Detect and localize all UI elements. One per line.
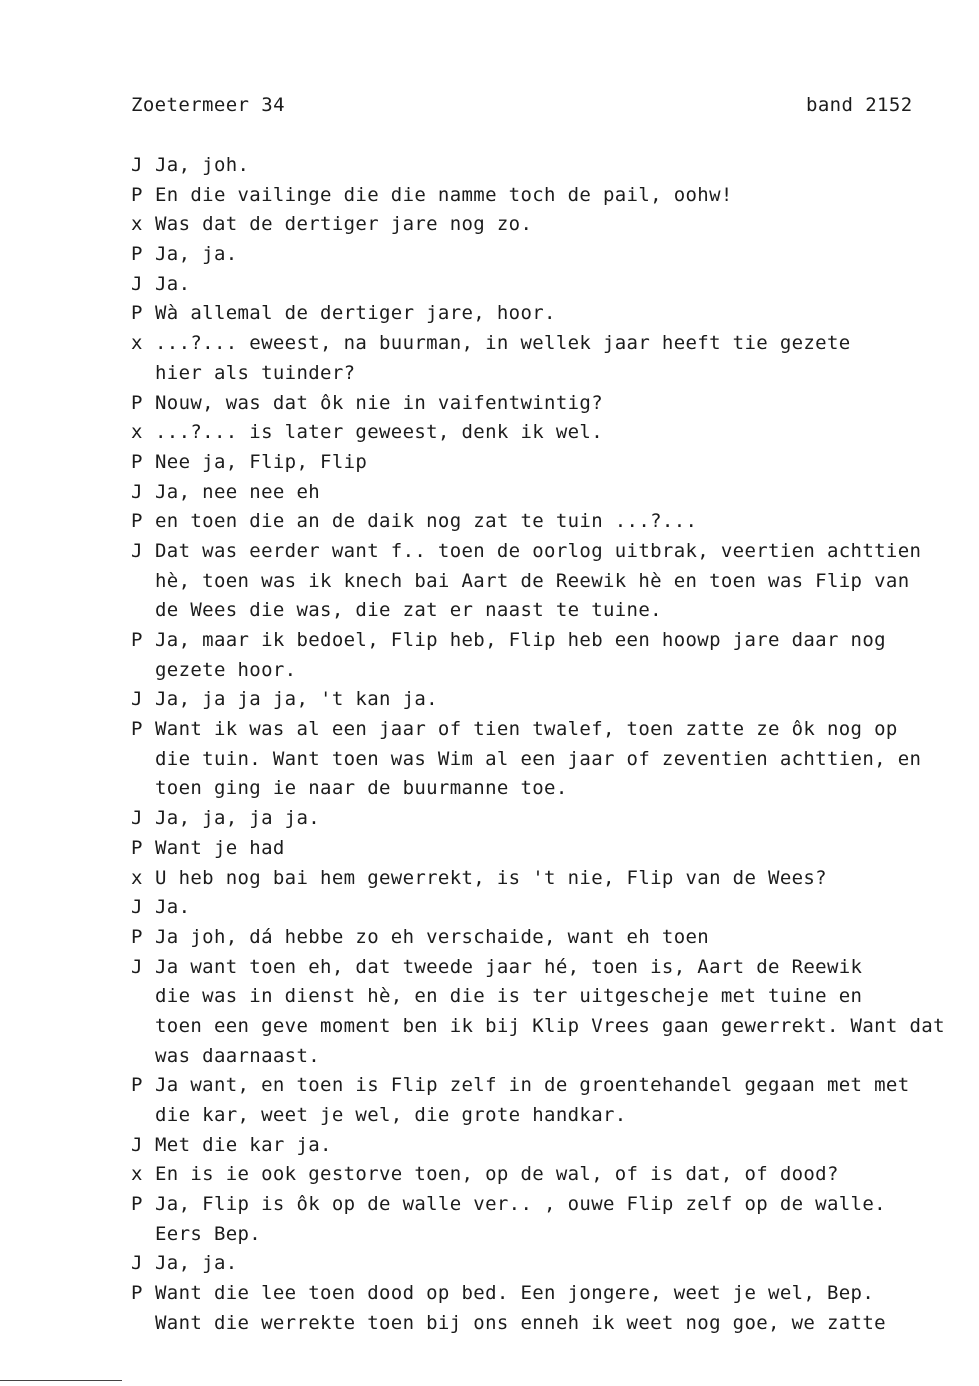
utterance-line: En die vailinge die die namme toch de pail, oohw! [155,183,733,206]
transcript-turn [131,1190,979,1249]
transcript-turn [131,299,979,329]
transcript-turn [131,893,979,923]
transcript-turn [131,626,979,685]
utterance-line: was daarnaast. [155,1044,321,1067]
utterance-line: Ja. [155,272,191,295]
speaker-label: P [131,450,143,473]
footer-rule [0,1380,122,1381]
utterance-line: Want die werrekte toen bij ons enneh ik weet nog goe, we zatte [155,1311,886,1334]
utterance-line: Ja want, en toen is Flip zelf in de groentehandel gegaan met met [155,1074,910,1097]
transcript-turn [131,685,979,715]
speaker-label: P [131,629,143,651]
utterance-line: Want ik was al een jaar of tien twalef, toen zatte ze ôk nog op [155,718,898,741]
tape-number-header: band 2152 [806,94,913,116]
location-header: Zoetermeer 34 [131,94,285,116]
utterance-line: U heb nog bai hem gewerrekt, is 't nie, Flip van de Wees? [155,866,827,889]
transcript-turn [131,329,979,388]
transcript-turn [131,210,979,240]
utterance-line: Ja joh, dá hebbe zo eh verschaide, want eh toen [155,925,710,948]
utterance-line: Nee ja, Flip, Flip [155,450,368,473]
transcript-body [131,151,979,1339]
transcript-turn [131,834,979,864]
utterance-line: die was in dienst hè, en die is ter uitgescheje met tuine en [155,985,863,1008]
transcript-turn [131,507,979,537]
utterance-line: ...?... is later geweest, denk ik wel. [155,421,603,444]
speaker-label: J [131,1252,143,1275]
utterance-line: Ja, maar ik bedoel, Flip heb, Flip heb een hoowp jare daar nog [155,629,886,651]
utterance-line: toen ging ie naar de buurmanne toe. [155,777,568,800]
speaker-label: J [131,896,143,919]
transcript-turn [131,923,979,953]
utterance-line: Want die lee toen dood op bed. Een jongere, weet je wel, Bep. [155,1282,875,1305]
speaker-label: P [131,1282,143,1305]
speaker-label: J [131,539,143,562]
speaker-label: x [131,866,143,889]
utterance-line: Dat was eerder want f.. toen de oorlog uitbrak, veertien achttien [155,539,922,562]
utterance-line: Met die kar ja. [155,1133,332,1156]
speaker-label: P [131,1193,143,1216]
transcript-turn [131,1160,979,1190]
transcript-turn [131,181,979,211]
utterance-line: Was dat de dertiger jare nog zo. [155,213,533,236]
utterance-line: Ja, ja, ja ja. [155,807,321,830]
speaker-label: P [131,1074,143,1097]
transcript-turn [131,448,979,478]
speaker-label: P [131,925,143,948]
utterance-line: Ja. [155,896,191,919]
utterance-line: En is ie ook gestorve toen, op de wal, of is dat, of dood? [155,1163,839,1186]
utterance-line: Ja, ja ja ja, 't kan ja. [155,688,438,711]
speaker-label: x [131,213,143,236]
transcript-turn [131,537,979,626]
speaker-label: x [131,332,143,355]
transcript-turn [131,151,979,181]
utterance-line: Ja, ja. [155,243,238,266]
transcript-turn [131,1279,979,1338]
speaker-label: J [131,955,143,978]
speaker-label: J [131,480,143,503]
transcript-turn [131,418,979,448]
transcript-turn [131,715,979,804]
speaker-label: P [131,510,143,533]
utterance-line: die tuin. Want toen was Wim al een jaar of zeventien achttien, en [155,747,922,770]
utterance-line: Ja, ja. [155,1252,238,1275]
utterance-line: Want je had [155,836,285,859]
utterance-line: de Wees die was, die zat er naast te tuine. [155,599,662,622]
transcript-turn [131,1131,979,1161]
utterance-line: Wà allemal de dertiger jare, hoor. [155,302,556,325]
speaker-label: x [131,421,143,444]
speaker-label: J [131,154,143,176]
utterance-line: gezete hoor. [155,658,297,681]
utterance-line: ...?... eweest, na buurman, in wellek jaar heeft tie gezete [155,332,851,355]
utterance-line: Ja, joh. [155,154,250,176]
utterance-line: hier als tuinder? [155,361,356,384]
utterance-line: die kar, weet je wel, die grote handkar. [155,1104,627,1126]
utterance-line: Nouw, was dat ôk nie in vaifentwintig? [155,391,603,414]
transcript-turn [131,953,979,1072]
speaker-label: J [131,688,143,711]
utterance-line: toen een geve moment ben ik bij Klip Vrees gaan gewerrekt. Want dat [155,1014,945,1037]
utterance-line: Ja, Flip is ôk op de walle ver.. , ouwe Flip zelf op de walle. [155,1193,886,1216]
speaker-label: J [131,272,143,295]
speaker-label: J [131,1133,143,1156]
speaker-label: P [131,836,143,859]
utterance-line: hè, toen was ik knech bai Aart de Reewik hè en toen was Flip van [155,569,910,592]
transcript-turn [131,240,979,270]
speaker-label: P [131,302,143,325]
transcript-turn [131,389,979,419]
utterance-line: Ja want toen eh, dat tweede jaar hé, toen is, Aart de Reewik [155,955,863,978]
speaker-label: P [131,718,143,741]
utterance-line: Eers Bep. [155,1222,262,1245]
speaker-label: J [131,807,143,830]
transcript-turn [131,478,979,508]
utterance-line: en toen die an de daik nog zat te tuin ...?... [155,510,698,533]
speaker-label: x [131,1163,143,1186]
speaker-label: P [131,243,143,266]
transcript-turn [131,1071,979,1130]
speaker-label: P [131,391,143,414]
transcript-turn [131,1249,979,1279]
speaker-label: P [131,183,143,206]
transcript-turn [131,864,979,894]
utterance-line: Ja, nee nee eh [155,480,321,503]
transcript-turn [131,270,979,300]
transcript-turn [131,804,979,834]
